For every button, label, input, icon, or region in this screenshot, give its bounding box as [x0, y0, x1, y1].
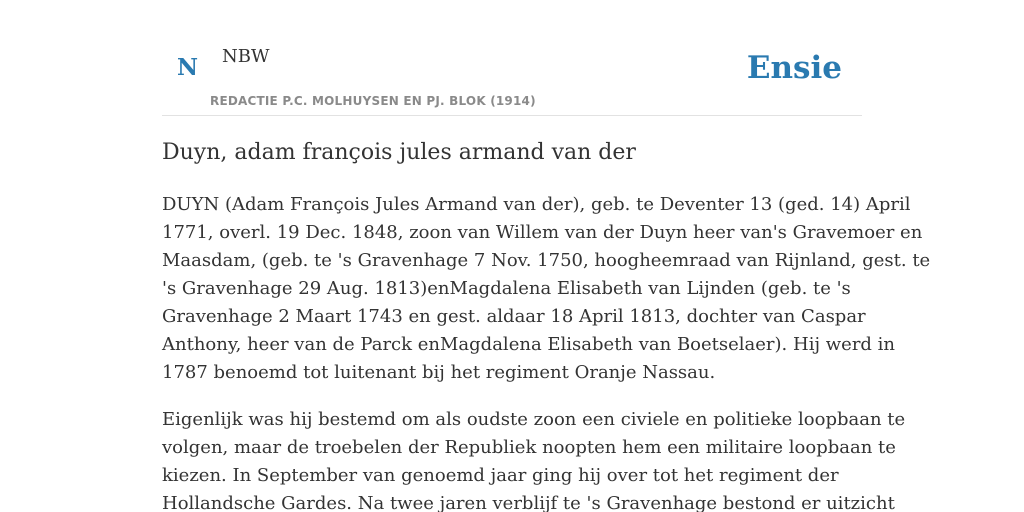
paragraph-line: DUYN (Adam François Jules Armand van der), geb. te Deventer 13 (ged. 14) April	[162, 194, 911, 215]
source-logo[interactable]: N	[177, 54, 199, 81]
article-body	[162, 191, 931, 512]
paragraph-line: volgen, maar de troebelen der Republiek noopten hem een militaire loopbaan te	[162, 437, 896, 458]
article-title: Duyn, adam françois jules armand van der	[162, 140, 636, 165]
paragraph-line: Eigenlijk was hij bestemd om als oudste zoon een civiele en politieke loopbaan te	[162, 409, 906, 430]
paragraph-line: Anthony, heer van de Parck enMagdalena Elisabeth van Boetselaer). Hij werd in	[162, 334, 896, 355]
paragraph-line: 1771, overl. 19 Dec. 1848, zoon van Willem van der Duyn heer van's Gravemoer en	[162, 222, 923, 243]
paragraph-line: kiezen. In September van genoemd jaar ging hij over tot het regiment der	[162, 465, 839, 486]
paragraph-line: 's Gravenhage 29 Aug. 1813)enMagdalena Elisabeth van Lijnden (geb. te 's	[162, 278, 851, 299]
paragraph-line: Gravenhage 2 Maart 1743 en gest. aldaar 18 April 1813, dochter van Caspar	[162, 306, 866, 327]
paragraph-line: Hollandsche Gardes. Na twee jaren verblijf te 's Gravenhage bestond er uitzicht	[162, 493, 895, 512]
article-paragraph	[162, 191, 931, 387]
site-header	[162, 0, 862, 116]
source-editors: REDACTIE P.C. MOLHUYSEN EN PJ. BLOK (1914)	[210, 94, 536, 108]
paragraph-line: Maasdam, (geb. te 's Gravenhage 7 Nov. 1750, hoogheemraad van Rijnland, gest. te	[162, 250, 931, 271]
paragraph-line: 1787 benoemd tot luitenant bij het regiment Oranje Nassau.	[162, 362, 716, 383]
article-paragraph	[162, 406, 906, 512]
source-name[interactable]: NBW	[222, 46, 270, 67]
brand-logo[interactable]: Ensie	[746, 50, 842, 86]
